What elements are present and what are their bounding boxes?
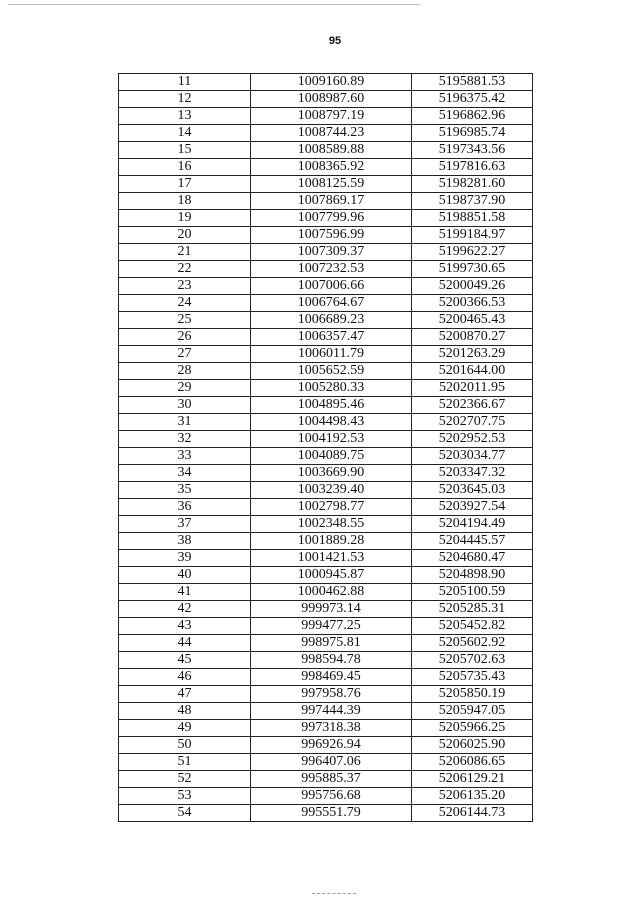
x-coordinate-cell: 1000945.87 [251, 567, 412, 584]
coordinates-table [118, 73, 533, 822]
top-scan-rule [8, 4, 420, 5]
point-number-cell: 25 [119, 312, 251, 329]
y-coordinate-cell: 5203347.32 [412, 465, 533, 482]
point-number-cell: 11 [119, 74, 251, 91]
x-coordinate-cell: 1001421.53 [251, 550, 412, 567]
point-number-cell: 33 [119, 448, 251, 465]
point-number-cell: 54 [119, 805, 251, 822]
table-row [119, 567, 533, 584]
x-coordinate-cell: 1007596.99 [251, 227, 412, 244]
point-number-cell: 13 [119, 108, 251, 125]
table-row [119, 261, 533, 278]
y-coordinate-cell: 5205947.05 [412, 703, 533, 720]
point-number-cell: 34 [119, 465, 251, 482]
table-row [119, 499, 533, 516]
y-coordinate-cell: 5206135.20 [412, 788, 533, 805]
x-coordinate-cell: 1006357.47 [251, 329, 412, 346]
point-number-cell: 49 [119, 720, 251, 737]
y-coordinate-cell: 5199622.27 [412, 244, 533, 261]
y-coordinate-cell: 5198851.58 [412, 210, 533, 227]
table-row [119, 669, 533, 686]
x-coordinate-cell: 1005280.33 [251, 380, 412, 397]
x-coordinate-cell: 998594.78 [251, 652, 412, 669]
point-number-cell: 31 [119, 414, 251, 431]
x-coordinate-cell: 998469.45 [251, 669, 412, 686]
table-row [119, 397, 533, 414]
table-row [119, 91, 533, 108]
table-row [119, 159, 533, 176]
x-coordinate-cell: 1000462.88 [251, 584, 412, 601]
table-row [119, 516, 533, 533]
x-coordinate-cell: 999477.25 [251, 618, 412, 635]
x-coordinate-cell: 1006011.79 [251, 346, 412, 363]
table-row [119, 533, 533, 550]
x-coordinate-cell: 999973.14 [251, 601, 412, 618]
y-coordinate-cell: 5205285.31 [412, 601, 533, 618]
coordinates-table-body [119, 74, 533, 822]
table-row [119, 176, 533, 193]
table-row [119, 142, 533, 159]
point-number-cell: 37 [119, 516, 251, 533]
x-coordinate-cell: 997318.38 [251, 720, 412, 737]
point-number-cell: 35 [119, 482, 251, 499]
point-number-cell: 30 [119, 397, 251, 414]
point-number-cell: 45 [119, 652, 251, 669]
x-coordinate-cell: 1007799.96 [251, 210, 412, 227]
x-coordinate-cell: 997444.39 [251, 703, 412, 720]
y-coordinate-cell: 5200049.26 [412, 278, 533, 295]
point-number-cell: 50 [119, 737, 251, 754]
x-coordinate-cell: 1004089.75 [251, 448, 412, 465]
y-coordinate-cell: 5204445.57 [412, 533, 533, 550]
point-number-cell: 51 [119, 754, 251, 771]
point-number-cell: 46 [119, 669, 251, 686]
table-row [119, 346, 533, 363]
table-row [119, 108, 533, 125]
y-coordinate-cell: 5199184.97 [412, 227, 533, 244]
x-coordinate-cell: 995551.79 [251, 805, 412, 822]
point-number-cell: 18 [119, 193, 251, 210]
x-coordinate-cell: 996926.94 [251, 737, 412, 754]
point-number-cell: 12 [119, 91, 251, 108]
x-coordinate-cell: 1002348.55 [251, 516, 412, 533]
point-number-cell: 38 [119, 533, 251, 550]
table-row [119, 465, 533, 482]
point-number-cell: 27 [119, 346, 251, 363]
y-coordinate-cell: 5202707.75 [412, 414, 533, 431]
table-row [119, 312, 533, 329]
y-coordinate-cell: 5206025.90 [412, 737, 533, 754]
point-number-cell: 28 [119, 363, 251, 380]
table-row [119, 278, 533, 295]
x-coordinate-cell: 1008987.60 [251, 91, 412, 108]
point-number-cell: 40 [119, 567, 251, 584]
table-row [119, 227, 533, 244]
point-number-cell: 17 [119, 176, 251, 193]
table-row [119, 635, 533, 652]
y-coordinate-cell: 5196862.96 [412, 108, 533, 125]
y-coordinate-cell: 5197816.63 [412, 159, 533, 176]
point-number-cell: 41 [119, 584, 251, 601]
bottom-scan-rule [312, 893, 356, 894]
x-coordinate-cell: 1007006.66 [251, 278, 412, 295]
x-coordinate-cell: 1003239.40 [251, 482, 412, 499]
table-row [119, 805, 533, 822]
x-coordinate-cell: 1006689.23 [251, 312, 412, 329]
y-coordinate-cell: 5197343.56 [412, 142, 533, 159]
table-row [119, 380, 533, 397]
table-row [119, 584, 533, 601]
table-row [119, 737, 533, 754]
y-coordinate-cell: 5206129.21 [412, 771, 533, 788]
point-number-cell: 26 [119, 329, 251, 346]
table-row [119, 74, 533, 91]
y-coordinate-cell: 5196375.42 [412, 91, 533, 108]
y-coordinate-cell: 5202011.95 [412, 380, 533, 397]
table-row [119, 448, 533, 465]
y-coordinate-cell: 5205100.59 [412, 584, 533, 601]
point-number-cell: 47 [119, 686, 251, 703]
y-coordinate-cell: 5206144.73 [412, 805, 533, 822]
x-coordinate-cell: 1005652.59 [251, 363, 412, 380]
y-coordinate-cell: 5199730.65 [412, 261, 533, 278]
y-coordinate-cell: 5204898.90 [412, 567, 533, 584]
y-coordinate-cell: 5200366.53 [412, 295, 533, 312]
table-row [119, 482, 533, 499]
table-row [119, 550, 533, 567]
y-coordinate-cell: 5205850.19 [412, 686, 533, 703]
x-coordinate-cell: 1004498.43 [251, 414, 412, 431]
y-coordinate-cell: 5206086.65 [412, 754, 533, 771]
table-row [119, 363, 533, 380]
y-coordinate-cell: 5203927.54 [412, 499, 533, 516]
y-coordinate-cell: 5196985.74 [412, 125, 533, 142]
x-coordinate-cell: 1006764.67 [251, 295, 412, 312]
x-coordinate-cell: 1001889.28 [251, 533, 412, 550]
y-coordinate-cell: 5203034.77 [412, 448, 533, 465]
x-coordinate-cell: 1007309.37 [251, 244, 412, 261]
table-row [119, 193, 533, 210]
y-coordinate-cell: 5201263.29 [412, 346, 533, 363]
y-coordinate-cell: 5203645.03 [412, 482, 533, 499]
table-row [119, 125, 533, 142]
table-row [119, 210, 533, 227]
table-row [119, 431, 533, 448]
point-number-cell: 24 [119, 295, 251, 312]
x-coordinate-cell: 1008365.92 [251, 159, 412, 176]
point-number-cell: 43 [119, 618, 251, 635]
y-coordinate-cell: 5205452.82 [412, 618, 533, 635]
x-coordinate-cell: 1009160.89 [251, 74, 412, 91]
table-row [119, 295, 533, 312]
point-number-cell: 42 [119, 601, 251, 618]
point-number-cell: 21 [119, 244, 251, 261]
y-coordinate-cell: 5202952.53 [412, 431, 533, 448]
x-coordinate-cell: 998975.81 [251, 635, 412, 652]
x-coordinate-cell: 996407.06 [251, 754, 412, 771]
point-number-cell: 20 [119, 227, 251, 244]
table-row [119, 601, 533, 618]
point-number-cell: 29 [119, 380, 251, 397]
y-coordinate-cell: 5195881.53 [412, 74, 533, 91]
x-coordinate-cell: 1004192.53 [251, 431, 412, 448]
point-number-cell: 52 [119, 771, 251, 788]
table-row [119, 720, 533, 737]
y-coordinate-cell: 5201644.00 [412, 363, 533, 380]
y-coordinate-cell: 5198737.90 [412, 193, 533, 210]
y-coordinate-cell: 5198281.60 [412, 176, 533, 193]
page-number: 95 [328, 35, 342, 47]
table-row [119, 686, 533, 703]
x-coordinate-cell: 1008589.88 [251, 142, 412, 159]
point-number-cell: 44 [119, 635, 251, 652]
x-coordinate-cell: 1008797.19 [251, 108, 412, 125]
point-number-cell: 32 [119, 431, 251, 448]
point-number-cell: 14 [119, 125, 251, 142]
y-coordinate-cell: 5204680.47 [412, 550, 533, 567]
point-number-cell: 48 [119, 703, 251, 720]
table-row [119, 414, 533, 431]
table-row [119, 329, 533, 346]
table-row [119, 703, 533, 720]
point-number-cell: 16 [119, 159, 251, 176]
x-coordinate-cell: 1002798.77 [251, 499, 412, 516]
y-coordinate-cell: 5204194.49 [412, 516, 533, 533]
point-number-cell: 19 [119, 210, 251, 227]
y-coordinate-cell: 5200870.27 [412, 329, 533, 346]
x-coordinate-cell: 995756.68 [251, 788, 412, 805]
x-coordinate-cell: 1008125.59 [251, 176, 412, 193]
table-row [119, 618, 533, 635]
point-number-cell: 23 [119, 278, 251, 295]
table-row [119, 652, 533, 669]
table-row [119, 244, 533, 261]
y-coordinate-cell: 5200465.43 [412, 312, 533, 329]
point-number-cell: 53 [119, 788, 251, 805]
x-coordinate-cell: 1007232.53 [251, 261, 412, 278]
table-row [119, 771, 533, 788]
y-coordinate-cell: 5205702.63 [412, 652, 533, 669]
point-number-cell: 22 [119, 261, 251, 278]
point-number-cell: 15 [119, 142, 251, 159]
y-coordinate-cell: 5205602.92 [412, 635, 533, 652]
x-coordinate-cell: 1007869.17 [251, 193, 412, 210]
table-row [119, 788, 533, 805]
x-coordinate-cell: 1004895.46 [251, 397, 412, 414]
point-number-cell: 36 [119, 499, 251, 516]
point-number-cell: 39 [119, 550, 251, 567]
x-coordinate-cell: 997958.76 [251, 686, 412, 703]
x-coordinate-cell: 995885.37 [251, 771, 412, 788]
y-coordinate-cell: 5202366.67 [412, 397, 533, 414]
x-coordinate-cell: 1003669.90 [251, 465, 412, 482]
y-coordinate-cell: 5205966.25 [412, 720, 533, 737]
x-coordinate-cell: 1008744.23 [251, 125, 412, 142]
y-coordinate-cell: 5205735.43 [412, 669, 533, 686]
table-row [119, 754, 533, 771]
